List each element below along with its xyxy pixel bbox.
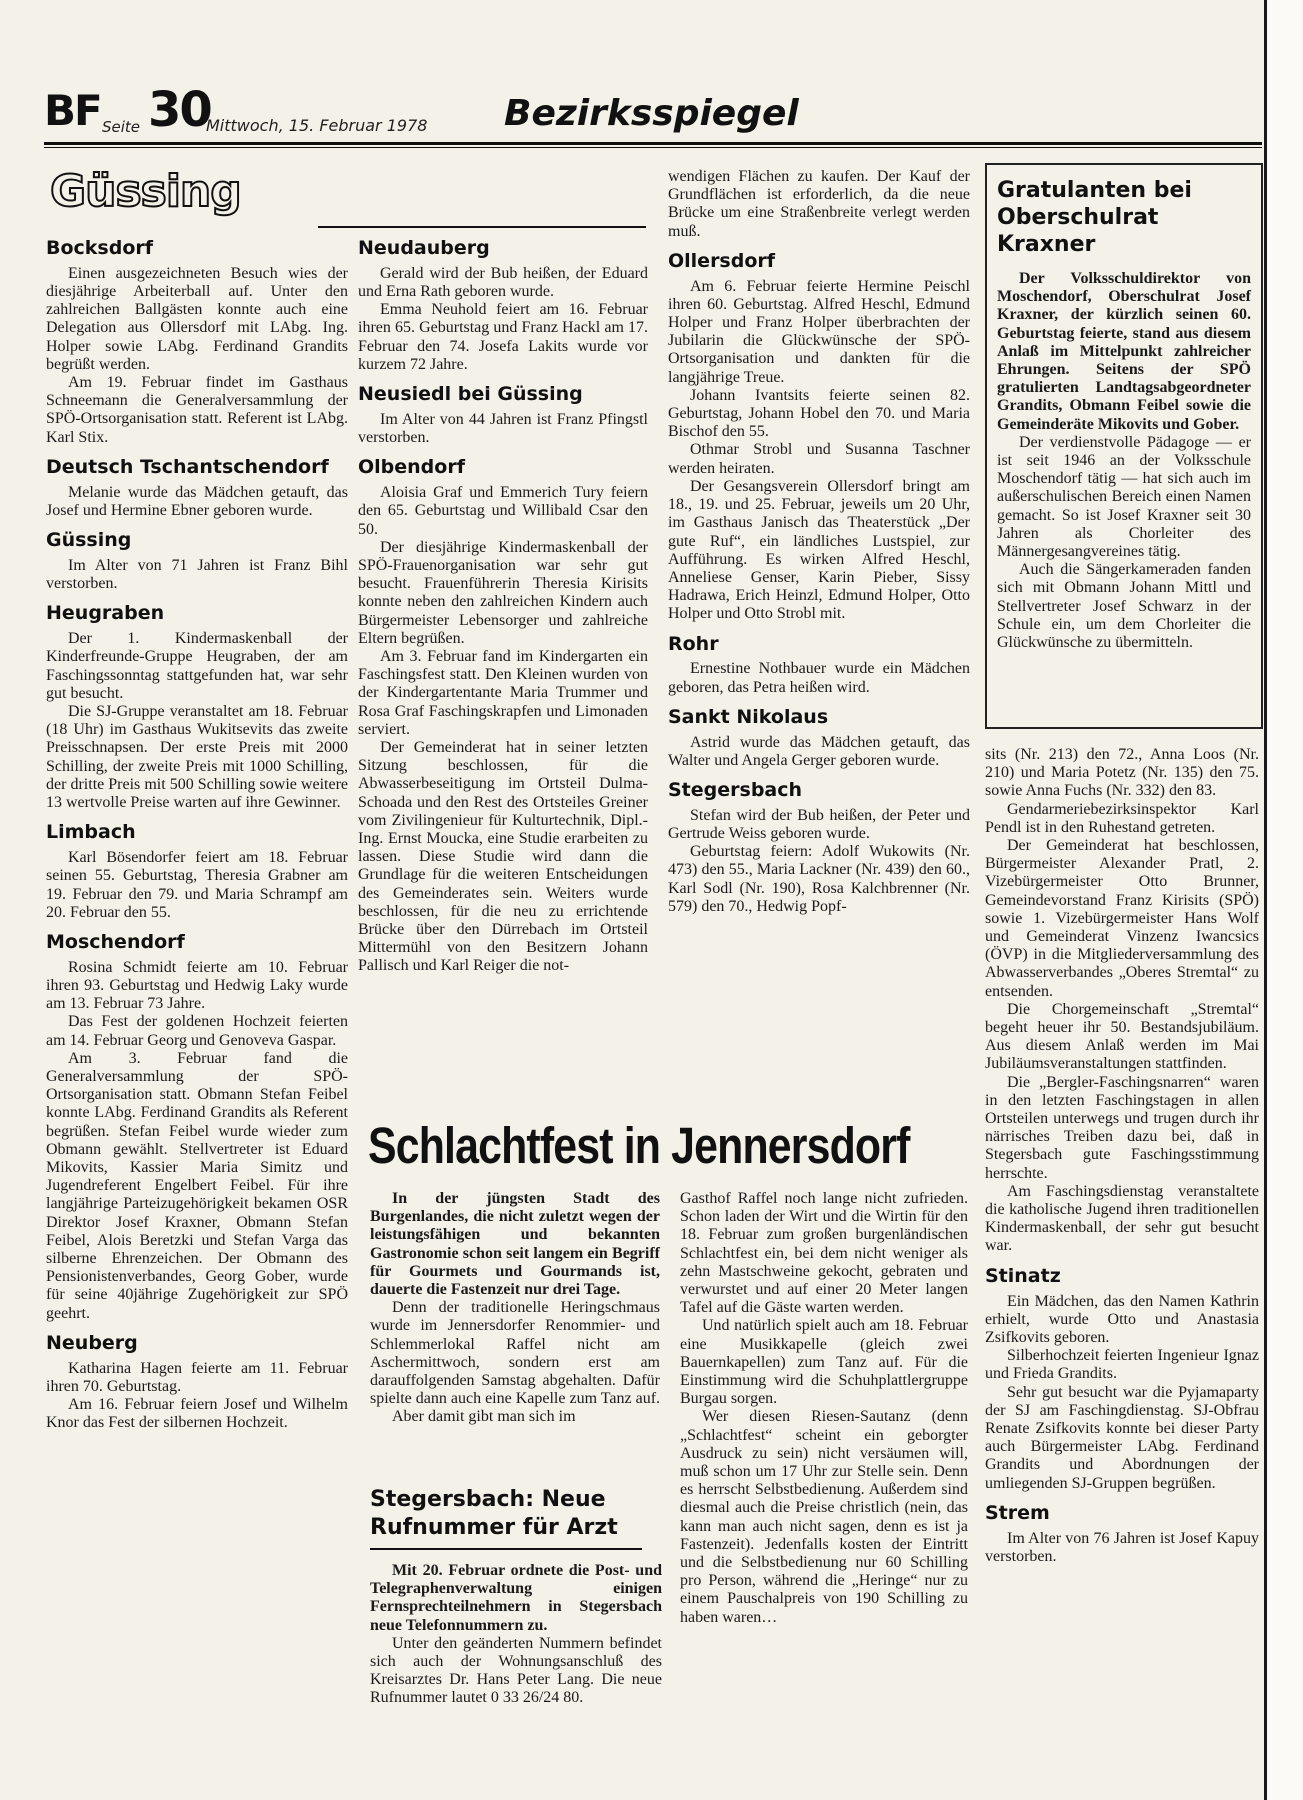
news-paragraph: Geburtstag feiern: Adolf Wukowits (Nr. 473) den 55., Maria Lackner (Nr. 439) den 60., Karl Sodl (Nr. 190), Rosa Kalchbrenner (Nr. 579) den 70., Hedwig Popf- [668,843,970,915]
news-paragraph: Das Fest der goldenen Hochzeit feierten am 14. Februar Georg und Genoveva Gaspar. [46,1013,348,1049]
place-heading: Stegersbach [668,779,803,802]
news-paragraph: wendigen Flächen zu kaufen. Der Kauf der Grundflächen ist erforderlich, da die neue Brücke um eine Straßenbreite verlegt werden muß. [668,168,970,240]
schlachtfest-paragraph: Denn der traditionelle Heringschmaus wurde im Jennersdorfer Renommier- und Schlemmerlokal Raffel nicht am Aschermittwoch, sondern erst am darauffolgenden Samstag abgehalten. Dafür spielte dann auch eine Kapelle zum Tanz auf. [370,1299,661,1408]
masthead [44,82,1259,144]
news-paragraph: Aloisia Graf und Emmerich Tury feiern den 65. Geburtstag und Willibald Csar den 50. [358,484,648,538]
news-paragraph: Am 3. Februar fand die Generalversammlung der SPÖ-Ortsorganisation statt. Obmann Stefan Feibel konnte LAbg. Ferdinand Grandits als Referent begrüßen. Stefan Feibel wurde wieder zum Obmann gewählt. Stellvertreter ist Eduard Mikovits, Kassier Maria Simitz und Jugendreferent Engelbert Feibel. Für ihre langjährige Parteizugehörigkeit bekamen OSR Direktor Josef Kraxner, Obmann Stefan Feibel, Alois Beretzki und Stefan Varga das silberne Ehrenzeichen. Der Obmann des Pensionistenverbandes, Georg Gober, wurde für seine 40jährige Zugehörigkeit zur SPÖ geehrt. [46,1049,348,1322]
rufnummer-rule [370,1548,642,1550]
place-heading: Deutsch Tschantschendorf [46,455,329,478]
box-body [997,270,1251,652]
rufnummer-headline: Stegersbach: Neue Rufnummer für Arzt [370,1487,618,1540]
news-paragraph: Am Faschingsdienstag veranstaltete die katholische Jugend ihren traditionellen Kindermaskenball, der sehr gut besucht war. [985,1182,1259,1255]
news-paragraph: Der Gesangsverein Ollersdorf bringt am 18., 19. und 25. Februar, jeweils um 20 Uhr, im Gasthaus Janisch das Theaterstück „Der gute Ruf“, ein ländliches Lustspiel, zur Aufführung. Es wirken Alfred Heschl, Anneliese Genser, Karin Pieber, Sissy Hadrawa, Erich Heinzl, Edmund Holper, Otto Holper und Otto Strobl mit. [668,477,970,623]
place-heading: Neusiedl bei Güssing [358,383,583,406]
schlachtfest-paragraph: Gasthof Raffel noch lange nicht zufrieden. Schon laden der Wirt und die Wirtin für den 18. Februar zum großen burgenländischen Schlachtfest ein, bei dem nicht weniger als zehn Mastschweine gekocht, gebraten und verwurstet und auf einer 20 Meter langen Tafel auf die Gäste warten werden. [680,1190,968,1317]
news-paragraph: Astrid wurde das Mädchen getauft, das Walter und Angela Gerger geboren wurde. [668,733,970,769]
news-paragraph: Othmar Strobl und Susanna Taschner werden heiraten. [668,441,970,477]
page-number: 30 [148,82,211,138]
news-paragraph: sits (Nr. 213) den 72., Anna Loos (Nr. 210) und Maria Potetz (Nr. 135) den 75. sowie Anna Fuchs (Nr. 332) den 83. [985,746,1259,800]
box-paragraph: Der verdienstvolle Pädagoge — er ist seit 1946 an der Volksschule Moschendorf tätig — hat sich auch im außerschulischen Bereich einen Namen gemacht. So ist Josef Kraxner seit 30 Jahren als Chorleiter des Männergesangvereines tätig. [997,433,1251,561]
place-heading: Strem [985,1501,1050,1524]
news-paragraph: Im Alter von 44 Jahren ist Franz Pfingstl verstorben. [358,410,648,447]
news-paragraph: Gendarmeriebezirksinspektor Karl Pendl ist in den Ruhestand getreten. [985,800,1259,836]
news-paragraph: Im Alter von 76 Jahren ist Josef Kapuy verstorben. [985,1529,1259,1565]
news-paragraph: Ernestine Nothbauer wurde ein Mädchen geboren, das Petra heißen wird. [668,660,970,696]
paper-logo: BF [44,86,101,135]
place-heading: Olbendorf [358,456,465,479]
news-paragraph: Katharina Hagen feierte am 11. Februar ihren 70. Geburtstag. [46,1359,348,1395]
page-label: Seite [102,118,141,136]
news-paragraph: Johann Ivantsits feierte seinen 82. Geburtstag, Johann Hobel den 70. und Maria Bischof den 55. [668,386,970,441]
news-paragraph: Die Chorgemeinschaft „Stremtal“ begeht heuer ihr 50. Bestandsjubiläum. Aus diesem Anlaß werden im Mai Jubiläumsveranstaltungen stattfinden. [985,1000,1259,1073]
news-paragraph: Stefan wird der Bub heißen, der Peter und Gertrude Weiss geboren wurde. [668,806,970,843]
schlachtfest-lead: In der jüngsten Stadt des Burgenlandes, die nicht zuletzt wegen der leistungsfähigen und bekannten Gastronomie schon seit langem ein Begriff für Gourmets und Gourmands ist, dauerte die Fastenzeit nur drei Tage. [370,1190,660,1299]
page-edge [1264,0,1303,1800]
news-paragraph: Melanie wurde das Mädchen getauft, das Josef und Hermine Ebner geboren wurde. [46,483,348,519]
box-headline: Gratulanten bei Oberschulrat Kraxner [997,178,1192,257]
news-paragraph: Am 19. Februar findet im Gasthaus Schneemann die Generalversammlung der SPÖ-Ortsorganisation statt. Referent ist LAbg. Karl Stix. [46,374,348,446]
box-lead: Der Volksschuldirektor von Moschendorf, Oberschulrat Josef Kraxner, der kürzlich seinen 60. Geburtstag feierte, stand aus diesem Anlaß im Mittelpunkt zahlreicher Ehrungen. Seitens der SPÖ gratulierten Landtagsabgeordneter Grandits, Obmann Feibel sowie die Gemeinderäte Mikovits und Gober. [997,270,1251,433]
place-heading: Neudauberg [358,237,490,259]
news-paragraph: Die SJ-Gruppe veranstaltet am 18. Februar (18 Uhr) im Gasthaus Wukitsevits das zweite Preisschnapsen. Der erste Preis mit 2000 Schilling, der zweite Preis mit 1000 Schilling, der dritte Preis mit 500 Schilling sowie weitere 13 wertvolle Preise warten auf ihre Gewinner. [46,703,348,812]
news-paragraph: Emma Neuhold feiert am 16. Februar ihren 65. Geburtstag und Franz Hackl am 17. Februar den 74. Josefa Lakits wurde vor kurzem 72 Jahre. [358,301,648,373]
schlachtfest-headline: Schlachtfest in Jennersdorf [368,1117,910,1174]
kraxner-box [985,163,1263,729]
news-paragraph: Sehr gut besucht war die Pyjamaparty der SJ am Faschingdienstag. SJ-Obfrau Renate Zsifkovits konnte bei dieser Party auch Bürgermeister LAbg. Ferdinand Grandits und Abordnungen der umliegenden SJ-Gruppen begrüßen. [985,1383,1259,1492]
place-heading: Stinatz [985,1264,1061,1287]
news-paragraph: Karl Bösendorfer feiert am 18. Februar seinen 55. Geburtstag, Theresia Grabner am 19. Februar den 79. und Maria Schrampf am 20. Februar den 55. [46,849,348,921]
news-paragraph: Silberhochzeit feierten Ingenieur Ignaz und Frieda Grandits. [985,1347,1259,1383]
box-paragraph: Auch die Sängerkameraden fanden sich mit Obmann Johann Mittl und Stellvertreter Josef Schwarz in der Schule ein, um dem Chorleiter die Glückwünsche zu übermitteln. [997,561,1251,652]
schlachtfest-right [680,1190,968,1627]
place-heading: Moschendorf [46,930,185,953]
column-1 [46,238,348,1432]
news-paragraph: Ein Mädchen, das den Namen Kathrin erhielt, wurde Otto und Anastasia Zsifkovits geboren. [985,1292,1259,1346]
rufnummer-body [370,1562,662,1708]
news-paragraph: Die „Bergler-Faschingsnarren“ waren in den letzten Faschingstagen in allen Ortsteilen unterwegs und trugen durch ihr närrisches Treiben dazu bei, daß in Stegersbach gute Faschingsstimmung herrschte. [985,1073,1259,1182]
place-heading: Limbach [46,821,136,844]
news-paragraph: Am 3. Februar fand im Kindergarten ein Faschingsfest statt. Den Kleinen wurden von der Kindergartentante Maria Trummer und Rosa Graf Faschingskrapfen und Limonaden serviert. [358,647,648,738]
column-2 [358,238,648,976]
news-paragraph: Im Alter von 71 Jahren ist Franz Bihl verstorben. [46,556,348,593]
masthead-rule [44,142,1262,145]
masthead-rule-thin [44,147,1262,148]
column-3 [668,168,970,916]
news-paragraph: Am 6. Februar feierte Hermine Peischl ihren 60. Geburtstag. Alfred Heschl, Edmund Holper und Franz Holper überbrachten der Jubilarin die Glückwünsche der SPÖ-Ortsorganisation und dankten für die langjährige Treue. [668,277,970,386]
news-paragraph: Der Gemeinderat hat beschlossen, Bürgermeister Alexander Pratl, 2. Vizebürgermeister Otto Brunner, Gemeindevorstand Franz Kirisits (SPÖ) sowie 1. Vizebürgermeister Hans Wolf und Gemeinderat Vinzenz Iwancsics (ÖVP) in die Mitgliederversammlung des Abwasserverbandes „Oberes Stremtal“ zu entsenden. [985,837,1259,1000]
news-paragraph: Der diesjährige Kindermaskenball der SPÖ-Frauenorganisation war sehr gut besucht. Frauenführerin Theresia Kirisits konnte neben den zahlreichen Kindern auch Bürgermeister Lebensorger und zahlreiche Eltern begrüßen. [358,538,648,647]
news-paragraph: Der Gemeinderat hat in seiner letzten Sitzung beschlossen, für die Abwasserbeseitigung im Ortsteil Dulma-Schoada und den Rest des Ortsteiles Greiner vom Zivilingenieur für Kulturtechnik, Dipl.-Ing. Ernst Moucka, eine Studie erarbeiten zu lassen. Diese Studie wird dann die Grundlage für die weiteren Entscheidungen des Gemeinderates sein. Weiters wurde beschlossen, für die neu zu errichtende Brücke über den Dürrebach im Ortsteil Mittermühl von den Besitzern Johann Pallisch und Karl Reiger die not- [358,739,648,975]
place-heading: Güssing [46,529,132,552]
place-heading: Heugraben [46,602,165,625]
rufnummer-lead: Mit 20. Februar ordnete die Post- und Telegraphenverwaltung einigen Fernsprechteilnehmern in Stegersbach neue Telefonnummern zu. [370,1562,662,1634]
place-heading: Bocksdorf [46,237,154,259]
schlachtfest-paragraph: Wer diesen Riesen-Sautanz (denn „Schlachtfest“ scheint ein geborgter Ausdruck zu sein) nicht versäumen will, muß schon um 17 Uhr zur Stelle sein. Denn es herrscht Selbstbedienung. Außerdem sind diesmal auch die Preise christlich (nein, das kann man auch nicht sagen, denn es ist ja Fastenzeit). Jedenfalls kosten der Eintritt und die Selbstbedienung nur 60 Schilling pro Person, während die „Heringe“ nur zu einem Pauschalpreis von 190 Schilling zu haben waren… [680,1408,968,1626]
region-rule [318,226,646,228]
news-paragraph: Gerald wird der Bub heißen, der Eduard und Erna Rath geboren wurde. [358,264,648,301]
schlachtfest-paragraph: Aber damit gibt man sich im [392,1408,576,1426]
schlachtfest-paragraph: Und natürlich spielt auch am 18. Februar eine Musikkapelle (gleich zwei Bauernkapellen) zum Tanz auf. Für die Einstimmung wird die Schuhplattlergruppe Burgau sorgen. [680,1317,968,1408]
news-paragraph: Der 1. Kindermaskenball der Kinderfreunde-Gruppe Heugraben, der am Faschingssonntag stattgefunden hat, war sehr gut besucht. [46,630,348,702]
rufnummer-paragraph: Unter den geänderten Nummern befindet sich auch der Wohnungsanschluß des Kreisarztes Dr. Hans Peter Lang. Die neue Rufnummer lautet 0 33 26/24 80. [370,1634,662,1707]
region-title: Güssing [50,166,241,217]
news-paragraph: Am 16. Februar feiern Josef und Wilhelm Knor das Fest der silbernen Hochzeit. [46,1396,348,1432]
place-heading: Neuberg [46,1331,138,1354]
section-title: Bezirksspiegel [504,93,799,134]
place-heading: Rohr [668,632,719,655]
place-heading: Sankt Nikolaus [668,705,829,728]
news-paragraph: Einen ausgezeichneten Besuch wies der diesjährige Arbeiterball auf. Unter den zahlreichen Ballgästen konnte auch eine Delegation aus Ollersdorf mit LAbg. Ing. Holper sowie LAbg. Ferdinand Grandits begrüßt werden. [46,264,348,373]
news-paragraph: Rosina Schmidt feierte am 10. Februar ihren 93. Geburtstag und Hedwig Laky wurde am 13. Februar 73 Jahre. [46,958,348,1013]
schlachtfest-left [370,1190,660,1427]
column-4 [985,746,1259,1566]
place-heading: Ollersdorf [668,249,776,272]
issue-date: Mittwoch, 15. Februar 1978 [206,116,428,135]
